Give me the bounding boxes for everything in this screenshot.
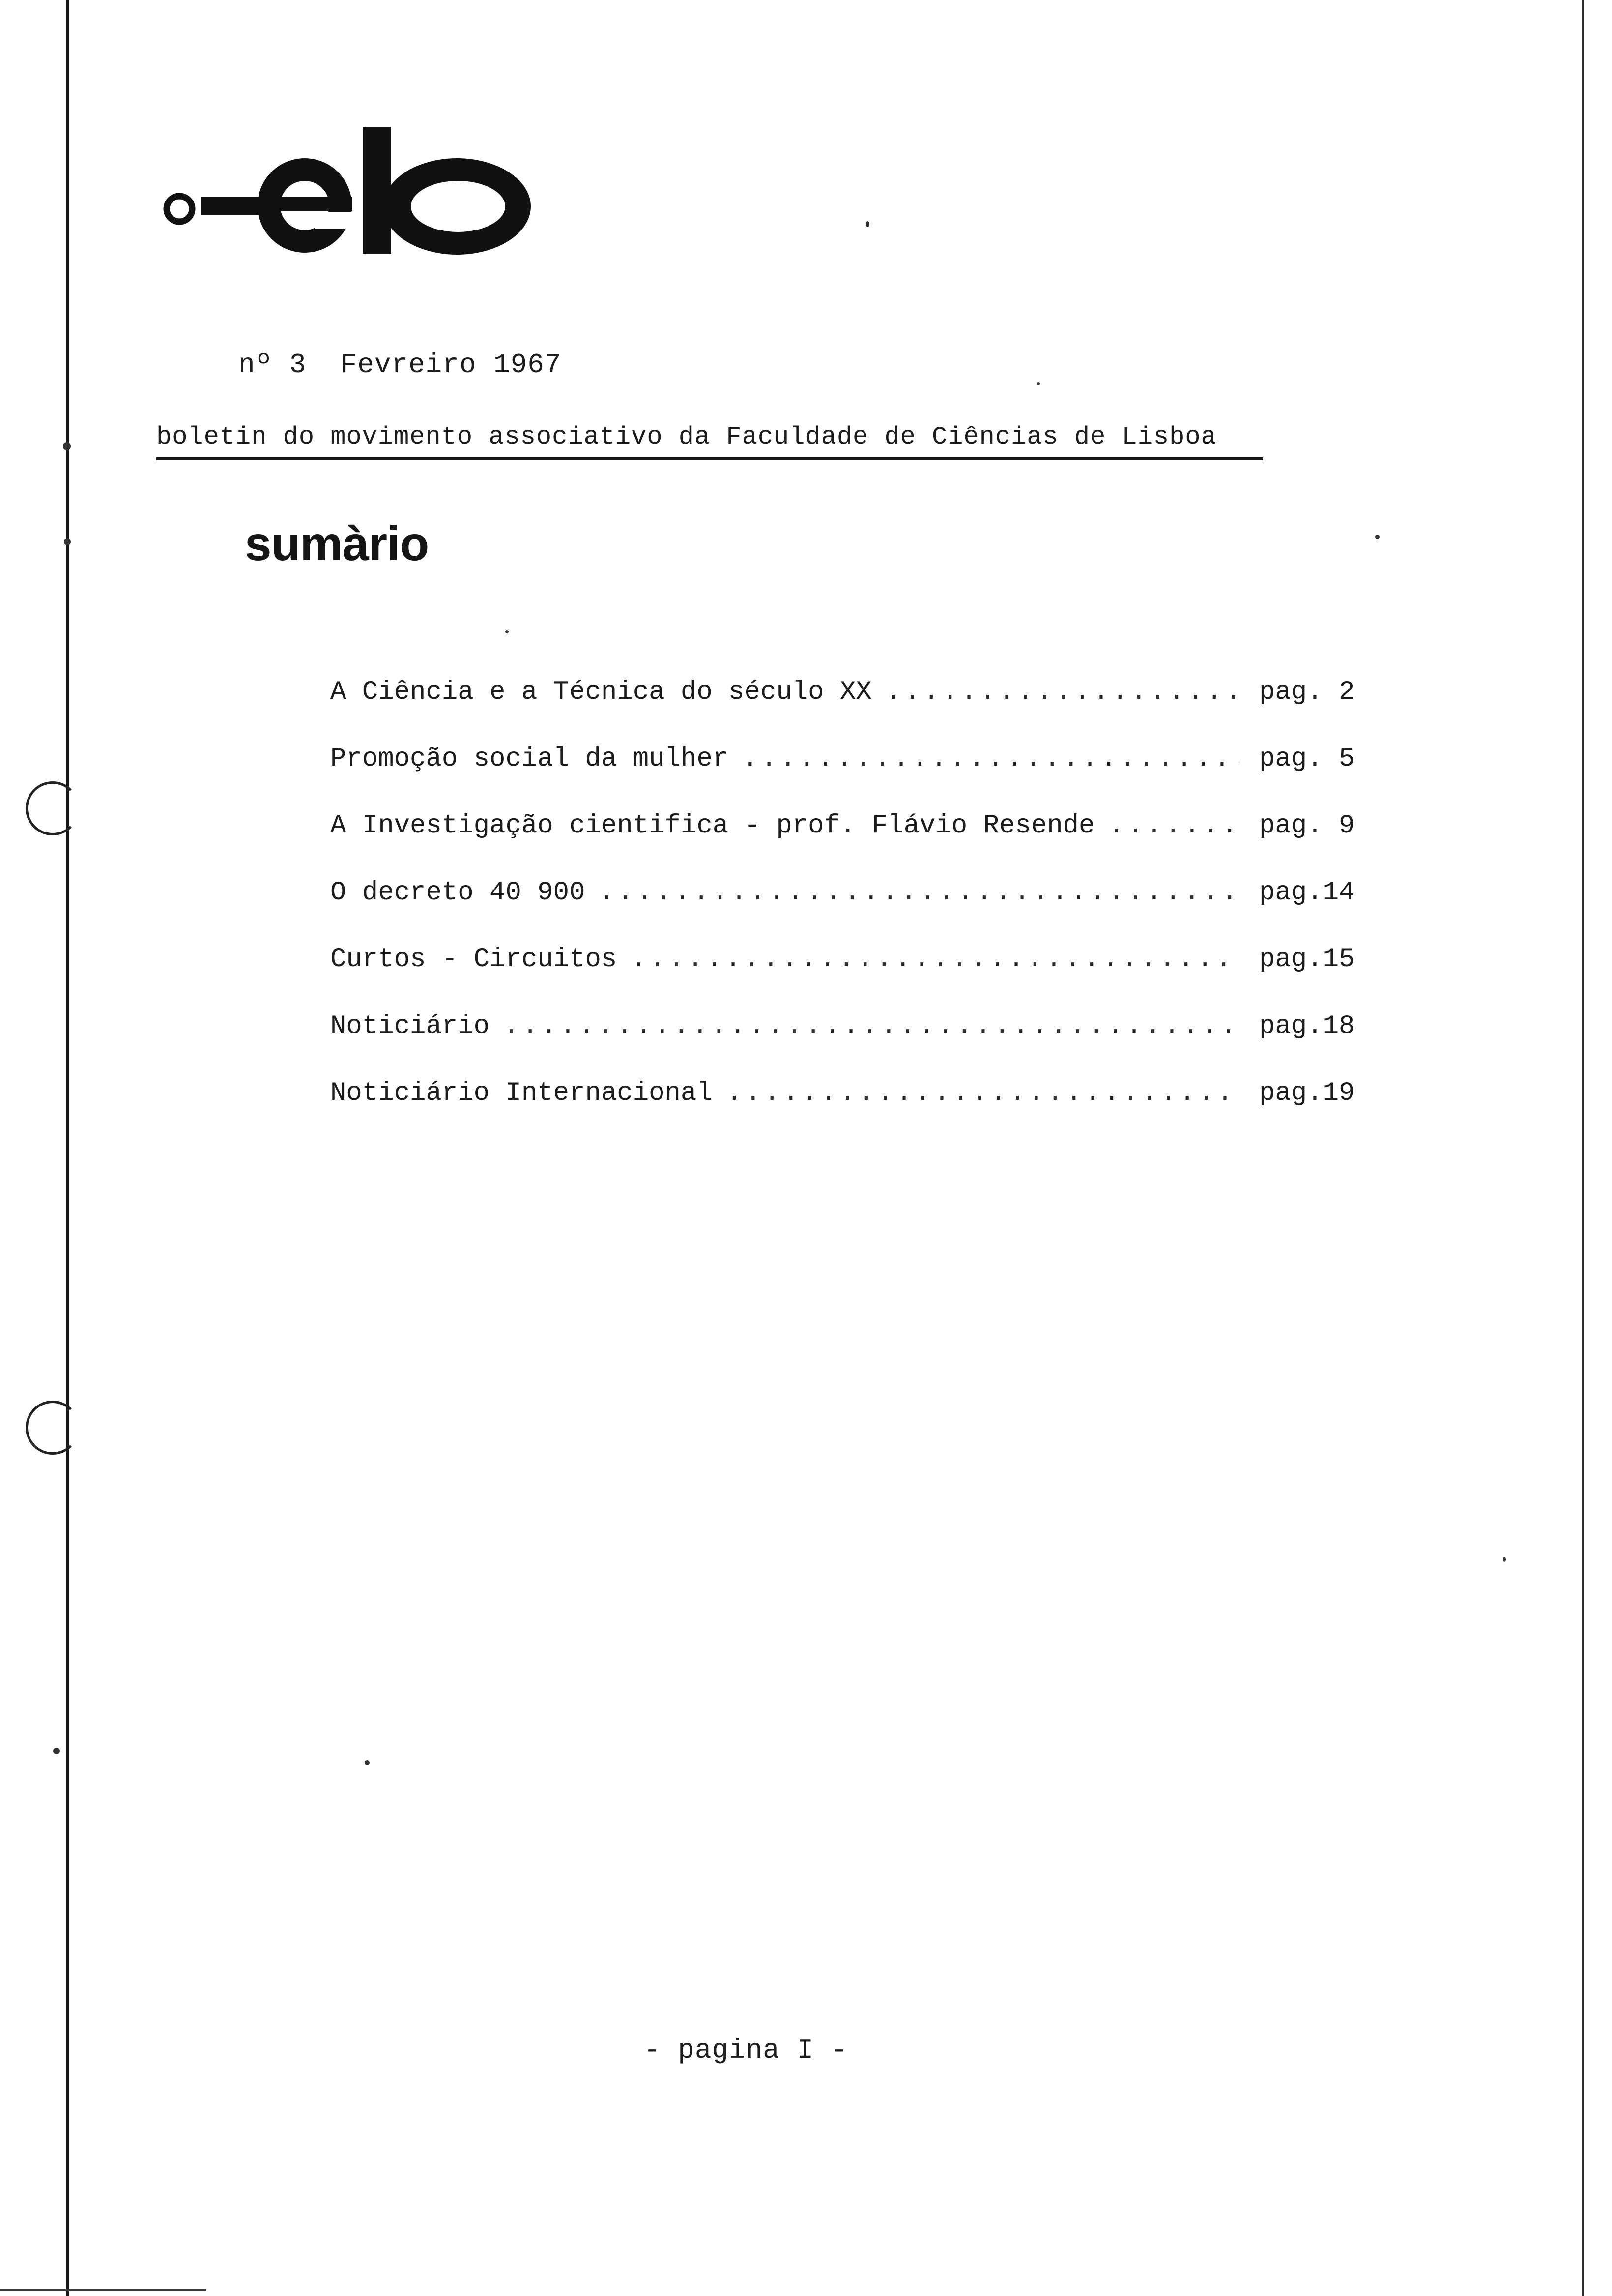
scan-speck <box>866 221 869 227</box>
page-title: sumàrio <box>245 517 429 571</box>
logo-letter-l <box>363 127 391 254</box>
bulletin-subtitle: boletin do movimento associativo da Faculdade de Ciências de Lisboa <box>156 423 1217 452</box>
elo-logo <box>157 123 550 280</box>
toc-dot-leader <box>886 677 1239 707</box>
binding-rule-bottom <box>0 2289 206 2291</box>
toc-entry <box>330 677 1362 744</box>
issue-line <box>238 349 562 380</box>
toc-entry-page: pag. 2 <box>1259 677 1355 707</box>
toc-entry <box>330 945 1362 1011</box>
toc-entry <box>330 744 1362 811</box>
toc-entry-title: Promoção social da mulher <box>330 744 729 774</box>
toc-dot-leader <box>1108 811 1239 841</box>
toc-entry-page: pag. 5 <box>1259 744 1355 774</box>
logo-dash <box>201 197 259 215</box>
subtitle-underline <box>156 457 1263 460</box>
toc-entry <box>330 878 1362 945</box>
toc-entry-title: O decreto 40 900 <box>330 878 585 908</box>
toc-entry-title: A Investigação cientifica - prof. Flávio Resende <box>330 811 1095 841</box>
logo-letter-e <box>258 158 359 253</box>
scan-speck <box>365 1760 370 1765</box>
table-of-contents <box>330 677 1362 1145</box>
toc-entry-page: pag. 9 <box>1259 811 1355 841</box>
logo-letter-o-large <box>383 158 531 255</box>
scan-speck <box>64 538 71 545</box>
toc-dot-leader <box>742 744 1239 774</box>
toc-entry <box>330 1011 1362 1078</box>
scan-speck <box>53 1748 60 1754</box>
toc-entry-title: Curtos - Circuitos <box>330 945 617 975</box>
toc-entry <box>330 1078 1362 1145</box>
toc-entry <box>330 811 1362 878</box>
toc-dot-leader <box>503 1011 1239 1041</box>
toc-dot-leader <box>599 878 1239 908</box>
logo-letter-o <box>167 196 192 222</box>
scan-speck <box>505 630 509 633</box>
page-number: - pagina I - <box>644 2035 848 2066</box>
toc-entry-title: A Ciência e a Técnica do século XX <box>330 677 872 707</box>
punch-hole-lower <box>26 1401 80 1455</box>
toc-dot-leader <box>726 1078 1239 1108</box>
toc-entry-title: Noticiário Internacional <box>330 1078 713 1108</box>
toc-entry-page: pag.14 <box>1259 878 1355 908</box>
scan-speck <box>1503 1557 1506 1562</box>
issue-date: Fevreiro 1967 <box>340 349 562 380</box>
punch-hole-upper <box>26 781 80 835</box>
toc-entry-page: pag.18 <box>1259 1011 1355 1041</box>
toc-entry-title: Noticiário <box>330 1011 490 1041</box>
scan-speck <box>1375 535 1380 539</box>
binding-rule-right <box>1582 0 1584 2296</box>
toc-entry-page: pag.15 <box>1259 945 1355 975</box>
scan-speck <box>1037 382 1040 385</box>
toc-entry-page: pag.19 <box>1259 1078 1355 1108</box>
toc-dot-leader <box>631 945 1239 975</box>
issue-number: nº 3 <box>238 349 307 380</box>
binding-rule-left <box>66 0 69 2296</box>
scan-speck <box>63 442 71 450</box>
